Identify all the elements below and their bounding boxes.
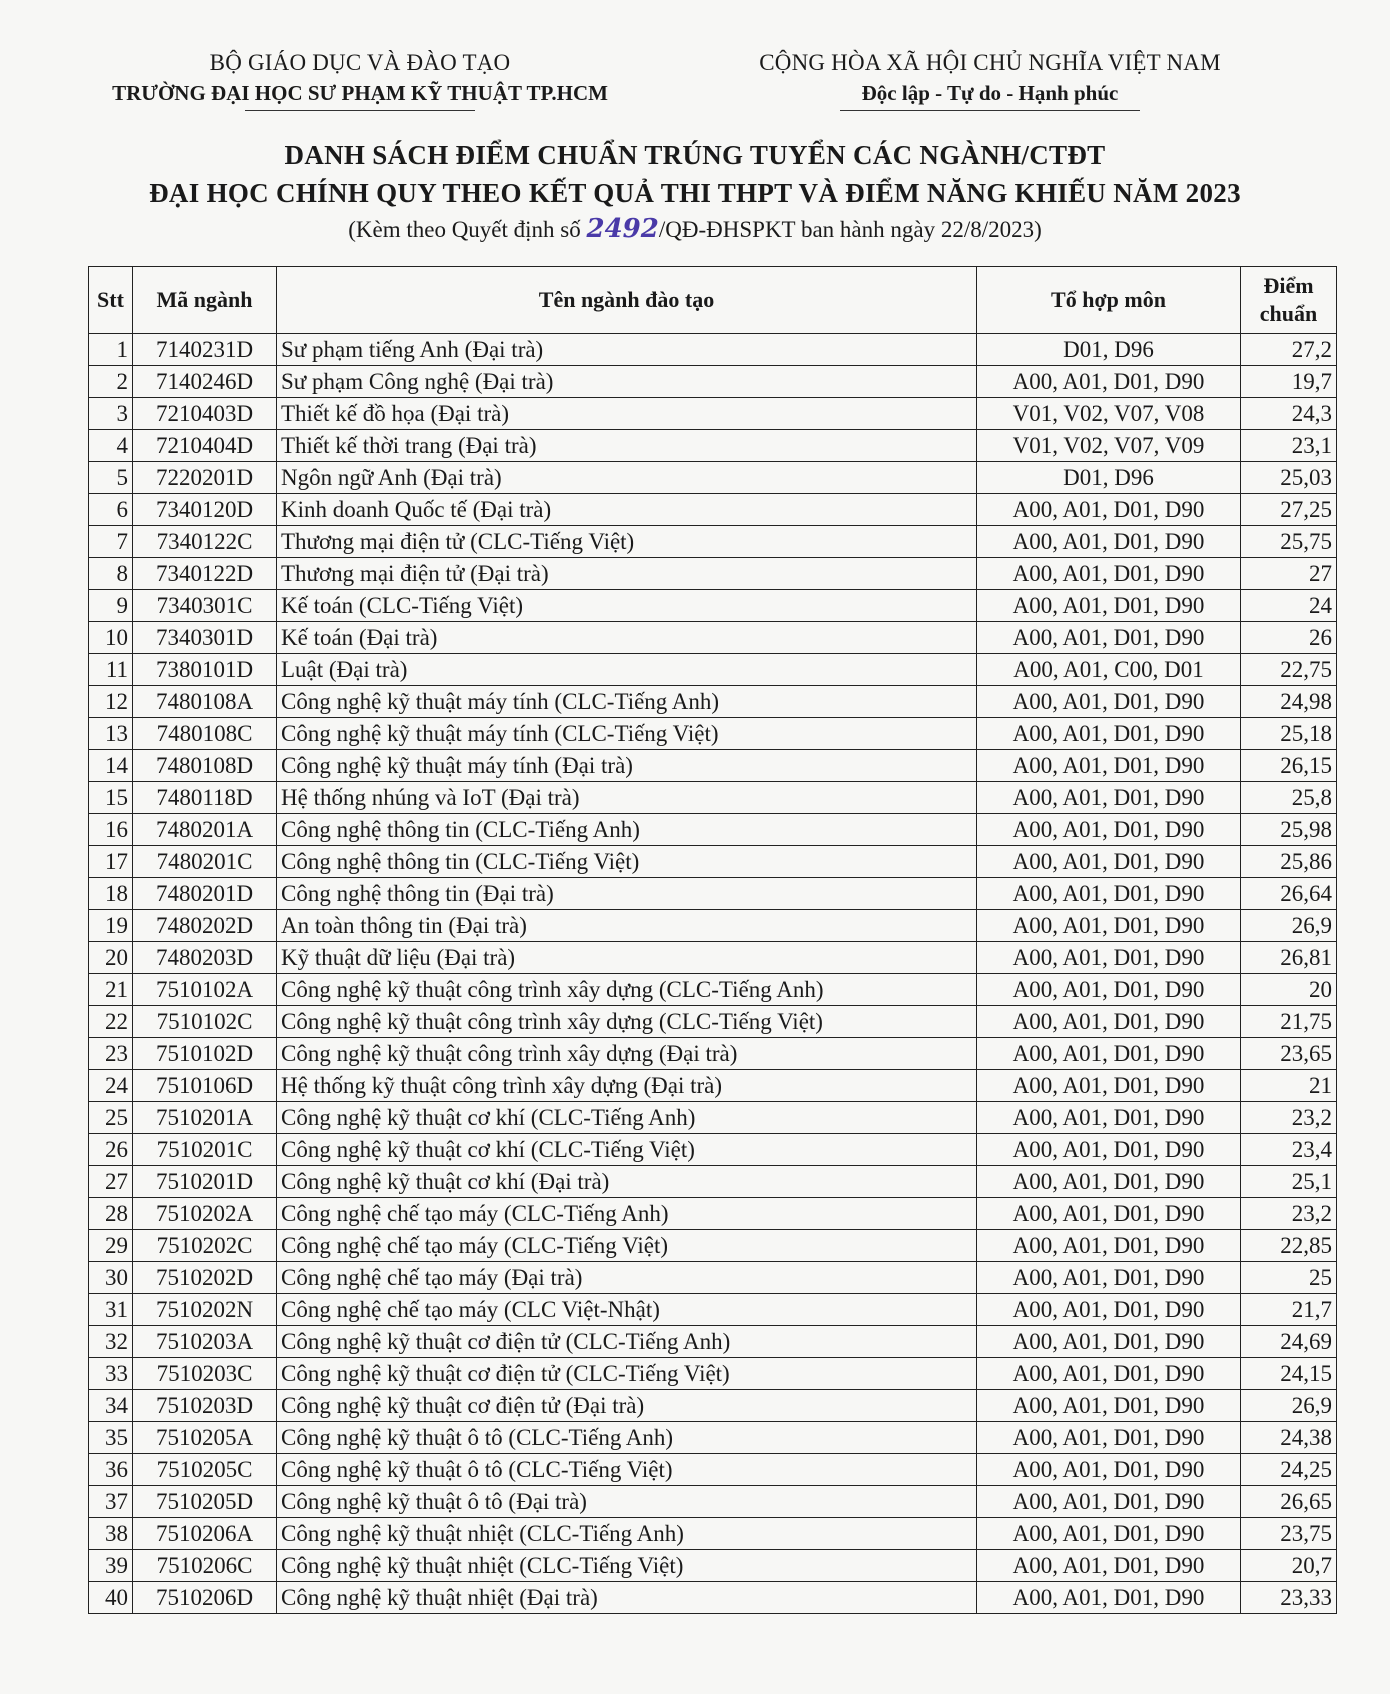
row-subject-combination: A00, A01, D01, D90 — [977, 1550, 1241, 1582]
row-stt: 11 — [89, 654, 133, 686]
table-row — [89, 1518, 1337, 1550]
table-row — [89, 1134, 1337, 1166]
row-major-name: Công nghệ kỹ thuật cơ điện tử (Đại trà) — [277, 1390, 977, 1422]
row-major-name: Công nghệ chế tạo máy (CLC Việt-Nhật) — [277, 1294, 977, 1326]
row-major-name: Sư phạm Công nghệ (Đại trà) — [277, 366, 977, 398]
row-cutoff-score: 22,75 — [1241, 654, 1337, 686]
table-row — [89, 718, 1337, 750]
row-major-code: 7480118D — [133, 782, 277, 814]
header-left — [60, 48, 660, 111]
row-major-name: Công nghệ kỹ thuật nhiệt (CLC-Tiếng Việt) — [277, 1550, 977, 1582]
row-major-code: 7510203D — [133, 1390, 277, 1422]
row-major-code: 7510106D — [133, 1070, 277, 1102]
row-major-code: 7510203A — [133, 1326, 277, 1358]
table-row — [89, 1230, 1337, 1262]
row-major-code: 7510206D — [133, 1582, 277, 1614]
table-row — [89, 1166, 1337, 1198]
table-row — [89, 398, 1337, 430]
row-major-name: Công nghệ kỹ thuật công trình xây dựng (CLC-Tiếng Anh) — [277, 974, 977, 1006]
row-subject-combination: A00, A01, D01, D90 — [977, 1134, 1241, 1166]
row-cutoff-score: 27,25 — [1241, 494, 1337, 526]
row-cutoff-score: 23,2 — [1241, 1198, 1337, 1230]
row-subject-combination: A00, A01, C00, D01 — [977, 654, 1241, 686]
header-cutoff-score: Điểm chuẩn — [1241, 267, 1337, 334]
row-subject-combination: A00, A01, D01, D90 — [977, 1486, 1241, 1518]
table-row — [89, 1006, 1337, 1038]
row-stt: 13 — [89, 718, 133, 750]
table-row — [89, 590, 1337, 622]
row-cutoff-score: 25,8 — [1241, 782, 1337, 814]
row-subject-combination: A00, A01, D01, D90 — [977, 558, 1241, 590]
university-name: TRƯỜNG ĐẠI HỌC SƯ PHẠM KỸ THUẬT TP.HCM — [112, 81, 608, 105]
row-subject-combination: A00, A01, D01, D90 — [977, 718, 1241, 750]
row-subject-combination: D01, D96 — [977, 462, 1241, 494]
row-stt: 18 — [89, 878, 133, 910]
row-major-code: 7210403D — [133, 398, 277, 430]
row-major-code: 7510202N — [133, 1294, 277, 1326]
row-major-name: Công nghệ kỹ thuật ô tô (CLC-Tiếng Việt) — [277, 1454, 977, 1486]
table-row — [89, 846, 1337, 878]
row-cutoff-score: 19,7 — [1241, 366, 1337, 398]
row-major-name: Công nghệ kỹ thuật máy tính (Đại trà) — [277, 750, 977, 782]
row-stt: 40 — [89, 1582, 133, 1614]
row-cutoff-score: 26,81 — [1241, 942, 1337, 974]
row-cutoff-score: 20,7 — [1241, 1550, 1337, 1582]
row-stt: 30 — [89, 1262, 133, 1294]
row-major-name: Thiết kế đồ họa (Đại trà) — [277, 398, 977, 430]
row-stt: 24 — [89, 1070, 133, 1102]
row-subject-combination: A00, A01, D01, D90 — [977, 1358, 1241, 1390]
header-stt: Stt — [89, 267, 133, 334]
row-subject-combination: A00, A01, D01, D90 — [977, 1582, 1241, 1614]
row-cutoff-score: 24,15 — [1241, 1358, 1337, 1390]
row-major-code: 7480108A — [133, 686, 277, 718]
row-major-code: 7510202D — [133, 1262, 277, 1294]
row-stt: 8 — [89, 558, 133, 590]
row-major-code: 7510102A — [133, 974, 277, 1006]
row-major-name: Công nghệ kỹ thuật cơ khí (Đại trà) — [277, 1166, 977, 1198]
row-stt: 10 — [89, 622, 133, 654]
row-major-code: 7510201D — [133, 1166, 277, 1198]
row-stt: 28 — [89, 1198, 133, 1230]
row-stt: 37 — [89, 1486, 133, 1518]
row-stt: 33 — [89, 1358, 133, 1390]
table-row — [89, 750, 1337, 782]
table-row — [89, 1070, 1337, 1102]
row-cutoff-score: 25,18 — [1241, 718, 1337, 750]
row-subject-combination: A00, A01, D01, D90 — [977, 942, 1241, 974]
row-cutoff-score: 26,9 — [1241, 910, 1337, 942]
table-row — [89, 526, 1337, 558]
row-major-name: Công nghệ chế tạo máy (CLC-Tiếng Việt) — [277, 1230, 977, 1262]
row-stt: 16 — [89, 814, 133, 846]
row-major-name: Công nghệ kỹ thuật cơ khí (CLC-Tiếng Việt) — [277, 1134, 977, 1166]
row-major-code: 7510206C — [133, 1550, 277, 1582]
row-subject-combination: A00, A01, D01, D90 — [977, 1518, 1241, 1550]
decision-prefix: (Kèm theo Quyết định số — [348, 217, 587, 242]
row-major-name: Hệ thống nhúng và IoT (Đại trà) — [277, 782, 977, 814]
row-stt: 26 — [89, 1134, 133, 1166]
row-major-code: 7510202C — [133, 1230, 277, 1262]
row-major-name: Kế toán (CLC-Tiếng Việt) — [277, 590, 977, 622]
row-cutoff-score: 27,2 — [1241, 334, 1337, 366]
header-right-rule — [840, 110, 1140, 111]
row-subject-combination: V01, V02, V07, V09 — [977, 430, 1241, 462]
table-row — [89, 494, 1337, 526]
row-subject-combination: A00, A01, D01, D90 — [977, 750, 1241, 782]
row-subject-combination: A00, A01, D01, D90 — [977, 1038, 1241, 1070]
row-major-name: Công nghệ kỹ thuật ô tô (Đại trà) — [277, 1486, 977, 1518]
row-cutoff-score: 24 — [1241, 590, 1337, 622]
row-major-name: Công nghệ kỹ thuật cơ điện tử (CLC-Tiếng Việt) — [277, 1358, 977, 1390]
row-subject-combination: A00, A01, D01, D90 — [977, 846, 1241, 878]
table-row — [89, 430, 1337, 462]
row-major-code: 7210404D — [133, 430, 277, 462]
row-subject-combination: A00, A01, D01, D90 — [977, 1198, 1241, 1230]
row-stt: 22 — [89, 1006, 133, 1038]
row-major-code: 7510102C — [133, 1006, 277, 1038]
row-major-name: Công nghệ kỹ thuật cơ khí (CLC-Tiếng Anh) — [277, 1102, 977, 1134]
row-cutoff-score: 25,75 — [1241, 526, 1337, 558]
row-cutoff-score: 26,9 — [1241, 1390, 1337, 1422]
row-major-code: 7340120D — [133, 494, 277, 526]
row-subject-combination: A00, A01, D01, D90 — [977, 622, 1241, 654]
table-row — [89, 1454, 1337, 1486]
row-stt: 23 — [89, 1038, 133, 1070]
table-header-row — [89, 267, 1337, 334]
row-subject-combination: A00, A01, D01, D90 — [977, 1422, 1241, 1454]
row-major-code: 7480201A — [133, 814, 277, 846]
row-stt: 6 — [89, 494, 133, 526]
row-stt: 3 — [89, 398, 133, 430]
row-major-code: 7480201D — [133, 878, 277, 910]
row-subject-combination: A00, A01, D01, D90 — [977, 1230, 1241, 1262]
row-major-name: Hệ thống kỹ thuật công trình xây dựng (Đại trà) — [277, 1070, 977, 1102]
header-subject-combination: Tổ hợp môn — [977, 267, 1241, 334]
row-subject-combination: A00, A01, D01, D90 — [977, 910, 1241, 942]
row-stt: 29 — [89, 1230, 133, 1262]
table-row — [89, 558, 1337, 590]
row-subject-combination: A00, A01, D01, D90 — [977, 1294, 1241, 1326]
admission-score-table-wrapper — [88, 266, 1336, 1614]
row-cutoff-score: 23,1 — [1241, 430, 1337, 462]
row-major-code: 7340301D — [133, 622, 277, 654]
ministry-name: BỘ GIÁO DỤC VÀ ĐÀO TẠO — [209, 50, 511, 75]
table-row — [89, 334, 1337, 366]
row-cutoff-score: 25,98 — [1241, 814, 1337, 846]
row-subject-combination: A00, A01, D01, D90 — [977, 1454, 1241, 1486]
row-cutoff-score: 20 — [1241, 974, 1337, 1006]
row-cutoff-score: 24,69 — [1241, 1326, 1337, 1358]
row-stt: 36 — [89, 1454, 133, 1486]
row-cutoff-score: 21 — [1241, 1070, 1337, 1102]
row-major-name: Thiết kế thời trang (Đại trà) — [277, 430, 977, 462]
decision-number-handwritten: 2492 — [586, 214, 659, 244]
row-major-name: Công nghệ kỹ thuật máy tính (CLC-Tiếng Việt) — [277, 718, 977, 750]
table-row — [89, 622, 1337, 654]
table-row — [89, 1550, 1337, 1582]
row-major-code: 7510203C — [133, 1358, 277, 1390]
table-row — [89, 1390, 1337, 1422]
table-row — [89, 1038, 1337, 1070]
row-cutoff-score: 23,75 — [1241, 1518, 1337, 1550]
row-stt: 1 — [89, 334, 133, 366]
country-name: CỘNG HÒA XÃ HỘI CHỦ NGHĨA VIỆT NAM — [759, 50, 1221, 75]
row-major-name: Sư phạm tiếng Anh (Đại trà) — [277, 334, 977, 366]
row-stt: 19 — [89, 910, 133, 942]
row-major-name: Công nghệ kỹ thuật nhiệt (CLC-Tiếng Anh) — [277, 1518, 977, 1550]
row-stt: 2 — [89, 366, 133, 398]
row-cutoff-score: 26,15 — [1241, 750, 1337, 782]
row-subject-combination: D01, D96 — [977, 334, 1241, 366]
row-major-code: 7510205A — [133, 1422, 277, 1454]
table-row — [89, 1422, 1337, 1454]
table-row — [89, 1582, 1337, 1614]
row-stt: 12 — [89, 686, 133, 718]
row-subject-combination: A00, A01, D01, D90 — [977, 1390, 1241, 1422]
row-major-name: Công nghệ kỹ thuật công trình xây dựng (CLC-Tiếng Việt) — [277, 1006, 977, 1038]
table-row — [89, 654, 1337, 686]
header-right — [700, 48, 1280, 111]
row-cutoff-score: 23,65 — [1241, 1038, 1337, 1070]
table-row — [89, 942, 1337, 974]
header-major-name: Tên ngành đào tạo — [277, 267, 977, 334]
row-major-code: 7140246D — [133, 366, 277, 398]
row-subject-combination: A00, A01, D01, D90 — [977, 686, 1241, 718]
table-row — [89, 1486, 1337, 1518]
row-subject-combination: A00, A01, D01, D90 — [977, 526, 1241, 558]
row-major-code: 7340122D — [133, 558, 277, 590]
row-major-name: Công nghệ thông tin (CLC-Tiếng Anh) — [277, 814, 977, 846]
row-major-code: 7510202A — [133, 1198, 277, 1230]
row-stt: 21 — [89, 974, 133, 1006]
row-stt: 38 — [89, 1518, 133, 1550]
document-title-line1: DANH SÁCH ĐIỂM CHUẨN TRÚNG TUYỂN CÁC NGÀNH/CTĐT — [284, 140, 1106, 170]
row-stt: 27 — [89, 1166, 133, 1198]
row-subject-combination: A00, A01, D01, D90 — [977, 366, 1241, 398]
table-row — [89, 1326, 1337, 1358]
row-subject-combination: A00, A01, D01, D90 — [977, 1166, 1241, 1198]
table-row — [89, 686, 1337, 718]
table-row — [89, 1102, 1337, 1134]
table-row — [89, 366, 1337, 398]
row-major-name: Công nghệ thông tin (Đại trà) — [277, 878, 977, 910]
row-cutoff-score: 24,38 — [1241, 1422, 1337, 1454]
row-cutoff-score: 22,85 — [1241, 1230, 1337, 1262]
row-subject-combination: A00, A01, D01, D90 — [977, 814, 1241, 846]
row-cutoff-score: 23,4 — [1241, 1134, 1337, 1166]
row-subject-combination: A00, A01, D01, D90 — [977, 590, 1241, 622]
row-major-name: Công nghệ chế tạo máy (CLC-Tiếng Anh) — [277, 1198, 977, 1230]
row-cutoff-score: 25 — [1241, 1262, 1337, 1294]
row-stt: 39 — [89, 1550, 133, 1582]
national-motto: Độc lập - Tự do - Hạnh phúc — [861, 81, 1119, 105]
row-major-name: Kinh doanh Quốc tế (Đại trà) — [277, 494, 977, 526]
table-row — [89, 1198, 1337, 1230]
table-row — [89, 910, 1337, 942]
row-cutoff-score: 23,2 — [1241, 1102, 1337, 1134]
table-row — [89, 1358, 1337, 1390]
row-major-code: 7480108C — [133, 718, 277, 750]
table-row — [89, 1294, 1337, 1326]
row-subject-combination: A00, A01, D01, D90 — [977, 1326, 1241, 1358]
row-major-name: Thương mại điện tử (CLC-Tiếng Việt) — [277, 526, 977, 558]
row-cutoff-score: 21,75 — [1241, 1006, 1337, 1038]
header-major-code: Mã ngành — [133, 267, 277, 334]
row-stt: 20 — [89, 942, 133, 974]
row-major-code: 7340301C — [133, 590, 277, 622]
row-major-code: 7380101D — [133, 654, 277, 686]
row-major-name: Kỹ thuật dữ liệu (Đại trà) — [277, 942, 977, 974]
row-stt: 9 — [89, 590, 133, 622]
row-cutoff-score: 24,98 — [1241, 686, 1337, 718]
row-subject-combination: A00, A01, D01, D90 — [977, 494, 1241, 526]
row-stt: 31 — [89, 1294, 133, 1326]
admission-score-table — [88, 266, 1337, 1614]
row-subject-combination: A00, A01, D01, D90 — [977, 782, 1241, 814]
row-stt: 32 — [89, 1326, 133, 1358]
row-major-name: Công nghệ kỹ thuật máy tính (CLC-Tiếng Anh) — [277, 686, 977, 718]
row-stt: 35 — [89, 1422, 133, 1454]
table-row — [89, 814, 1337, 846]
row-major-code: 7480203D — [133, 942, 277, 974]
row-cutoff-score: 23,33 — [1241, 1582, 1337, 1614]
row-cutoff-score: 24,3 — [1241, 398, 1337, 430]
document-title-block — [0, 136, 1390, 247]
row-subject-combination: A00, A01, D01, D90 — [977, 1262, 1241, 1294]
row-cutoff-score: 25,03 — [1241, 462, 1337, 494]
row-major-name: Ngôn ngữ Anh (Đại trà) — [277, 462, 977, 494]
table-row — [89, 878, 1337, 910]
row-major-code: 7510205D — [133, 1486, 277, 1518]
row-stt: 34 — [89, 1390, 133, 1422]
row-major-name: Thương mại điện tử (Đại trà) — [277, 558, 977, 590]
row-stt: 15 — [89, 782, 133, 814]
row-cutoff-score: 25,86 — [1241, 846, 1337, 878]
row-major-name: An toàn thông tin (Đại trà) — [277, 910, 977, 942]
table-row — [89, 1262, 1337, 1294]
row-subject-combination: A00, A01, D01, D90 — [977, 1102, 1241, 1134]
row-major-code: 7340122C — [133, 526, 277, 558]
row-major-code: 7510201A — [133, 1102, 277, 1134]
row-major-name: Công nghệ thông tin (CLC-Tiếng Việt) — [277, 846, 977, 878]
row-cutoff-score: 25,1 — [1241, 1166, 1337, 1198]
row-stt: 25 — [89, 1102, 133, 1134]
row-stt: 4 — [89, 430, 133, 462]
row-stt: 17 — [89, 846, 133, 878]
row-major-code: 7480201C — [133, 846, 277, 878]
row-cutoff-score: 26,64 — [1241, 878, 1337, 910]
row-major-code: 7140231D — [133, 334, 277, 366]
row-major-code: 7510205C — [133, 1454, 277, 1486]
row-subject-combination: A00, A01, D01, D90 — [977, 1070, 1241, 1102]
row-major-name: Công nghệ kỹ thuật công trình xây dựng (Đại trà) — [277, 1038, 977, 1070]
row-major-name: Công nghệ kỹ thuật cơ điện tử (CLC-Tiếng Anh) — [277, 1326, 977, 1358]
row-major-code: 7480108D — [133, 750, 277, 782]
row-stt: 14 — [89, 750, 133, 782]
table-row — [89, 974, 1337, 1006]
row-cutoff-score: 26,65 — [1241, 1486, 1337, 1518]
document-title-line2: ĐẠI HỌC CHÍNH QUY THEO KẾT QUẢ THI THPT VÀ ĐIỂM NĂNG KHIẾU NĂM 2023 — [149, 178, 1241, 208]
table-row — [89, 462, 1337, 494]
row-major-name: Công nghệ kỹ thuật nhiệt (Đại trà) — [277, 1582, 977, 1614]
row-cutoff-score: 21,7 — [1241, 1294, 1337, 1326]
row-stt: 5 — [89, 462, 133, 494]
row-major-code: 7510102D — [133, 1038, 277, 1070]
table-body — [89, 334, 1337, 1614]
row-major-name: Công nghệ kỹ thuật ô tô (CLC-Tiếng Anh) — [277, 1422, 977, 1454]
row-major-code: 7510201C — [133, 1134, 277, 1166]
row-cutoff-score: 26 — [1241, 622, 1337, 654]
row-major-name: Kế toán (Đại trà) — [277, 622, 977, 654]
row-cutoff-score: 27 — [1241, 558, 1337, 590]
row-subject-combination: A00, A01, D01, D90 — [977, 1006, 1241, 1038]
row-major-code: 7220201D — [133, 462, 277, 494]
row-subject-combination: V01, V02, V07, V08 — [977, 398, 1241, 430]
decision-reference — [0, 212, 1390, 247]
decision-suffix: /QĐ-ĐHSPKT ban hành ngày 22/8/2023) — [658, 217, 1042, 242]
row-subject-combination: A00, A01, D01, D90 — [977, 878, 1241, 910]
row-major-code: 7480202D — [133, 910, 277, 942]
table-row — [89, 782, 1337, 814]
row-subject-combination: A00, A01, D01, D90 — [977, 974, 1241, 1006]
row-major-name: Luật (Đại trà) — [277, 654, 977, 686]
row-cutoff-score: 24,25 — [1241, 1454, 1337, 1486]
row-major-code: 7510206A — [133, 1518, 277, 1550]
header-left-rule — [245, 110, 475, 111]
row-stt: 7 — [89, 526, 133, 558]
row-major-name: Công nghệ chế tạo máy (Đại trà) — [277, 1262, 977, 1294]
